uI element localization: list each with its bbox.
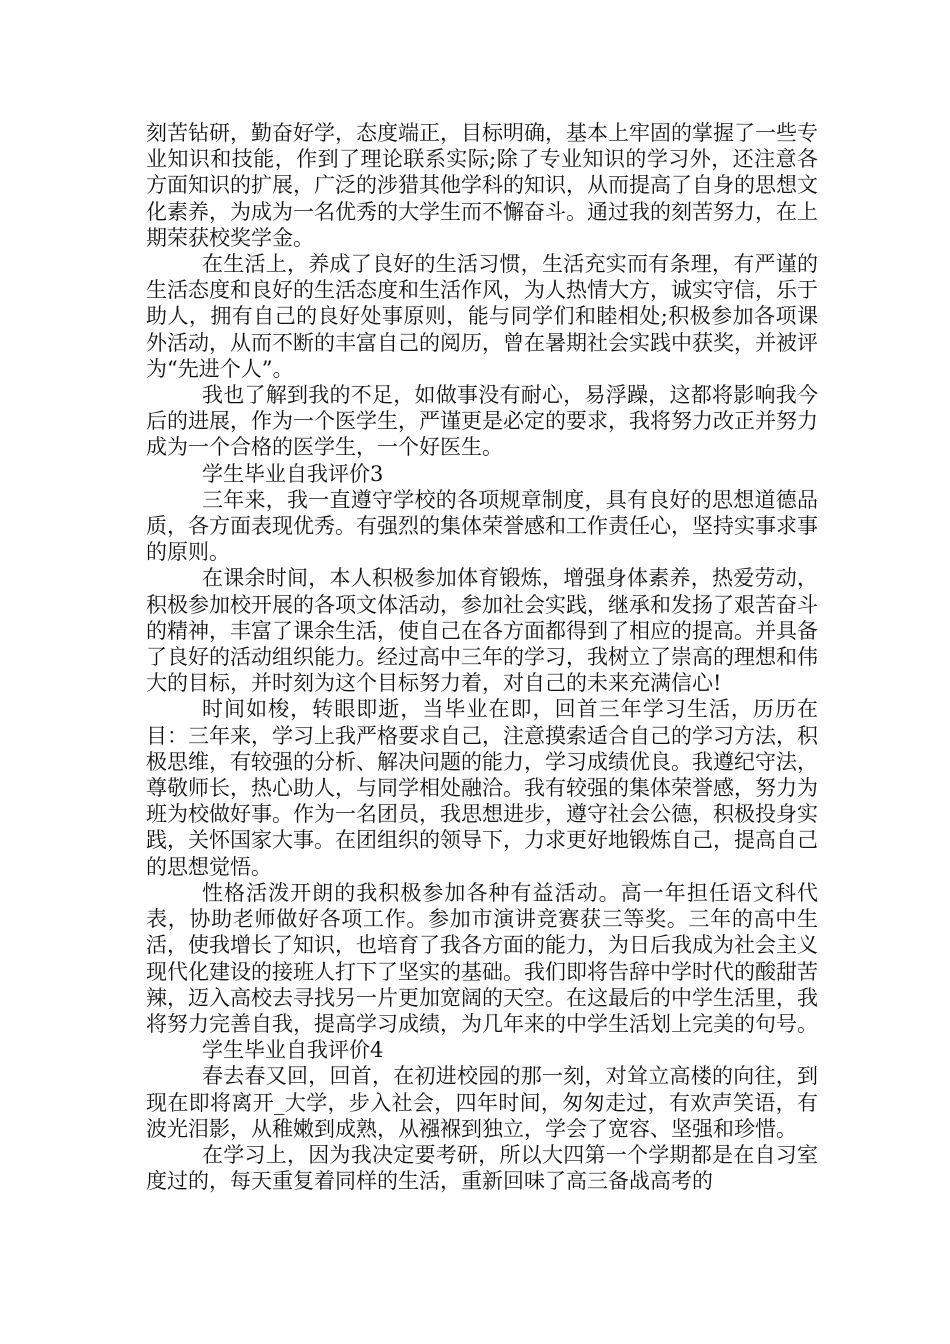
paragraph: 刻苦钻研，勤奋好学，态度端正，目标明确，基本上牢固的掌握了一些专业知识和技能，作到了理论联系实际;除了专业知识的学习外，还注意各方面知识的扩展，广泛的涉猎其他学科的知识，从而提高了自身的思想文化素养，为成为一名优秀的大学生而不懈奋斗。通过我的刻苦努力，在上期荣获校奖学金。 — [146, 121, 818, 250]
paragraph: 在课余时间，本人积极参加体育锻炼，增强身体素养，热爱劳动，积极参加校开展的各项文体活动，参加社会实践，继承和发扬了艰苦奋斗的精神，丰富了课余生活，使自己在各方面都得到了相应的提高。并具备了良好的活动组织能力。经过高中三年的学习，我树立了崇高的理想和伟大的目标，并时刻为这个目标努力着，对自己的未来充满信心! — [146, 566, 818, 696]
document-page — [146, 120, 818, 1194]
paragraph: 时间如梭，转眼即逝，当毕业在即，回首三年学习生活，历历在目：三年来，学习上我严格要求自己，注意摸索适合自己的学习方法，积极思维，有较强的分析、解决问题的能力，学习成绩优良。我遵纪守法，尊敬师长，热心助人，与同学相处融洽。我有较强的集体荣誉感，努力为班为校做好事。作为一名团员，我思想进步，遵守社会公德，积极投身实践，关怀国家大事。在团组织的领导下，力求更好地锻炼自己，提高自己的思想觉悟。 — [146, 697, 818, 879]
paragraph: 在学习上，因为我决定要考研，所以大四第一个学期都是在自习室度过的，每天重复着同样的生活，重新回味了高三备战高考的 — [146, 1142, 818, 1194]
section-heading: 学生毕业自我评价3 — [202, 461, 384, 486]
paragraph: 在生活上，养成了良好的生活习惯，生活充实而有条理，有严谨的生活态度和良好的生活态度和生活作风，为人热情大方，诚实守信，乐于助人，拥有自己的良好处事原则，能与同学们和睦相处;积极参加各项课外活动，从而不断的丰富自己的阅历，曾在暑期社会实践中获奖，并被评为“先进个人”。 — [146, 252, 818, 381]
paragraph: 春去春又回，回首，在初进校园的那一刻，对耸立高楼的向往，到现在即将离开_大学，步入社会，四年时间，匆匆走过，有欢声笑语，有波光泪影，从稚嫩到成熟，从襁褓到独立，学会了宽容、坚强和珍惜。 — [146, 1064, 818, 1141]
paragraph: 性格活泼开朗的我积极参加各种有益活动。高一年担任语文科代表，协助老师做好各项工作。参加市演讲竞赛获三等奖。三年的高中生活，使我增长了知识，也培育了我各方面的能力，为日后我成为社会主义现代化建设的接班人打下了坚实的基础。我们即将告辞中学时代的酸甜苦辣，迈入高校去寻找另一片更加宽阔的天空。在这最后的中学生活里，我将努力完善自我，提高学习成绩，为几年来的中学生活划上完美的句号。 — [146, 880, 818, 1036]
paragraph: 我也了解到我的不足，如做事没有耐心，易浮躁，这都将影响我今后的进展，作为一个医学生，严谨更是必定的要求，我将努力改正并努力成为一个合格的医学生，一个好医生。 — [146, 383, 818, 460]
paragraph: 三年来，我一直遵守学校的各项规章制度，具有良好的思想道德品质，各方面表现优秀。有强烈的集体荣誉感和工作责任心，坚持实事求事的原则。 — [146, 487, 818, 565]
section-heading: 学生毕业自我评价4 — [202, 1038, 384, 1063]
